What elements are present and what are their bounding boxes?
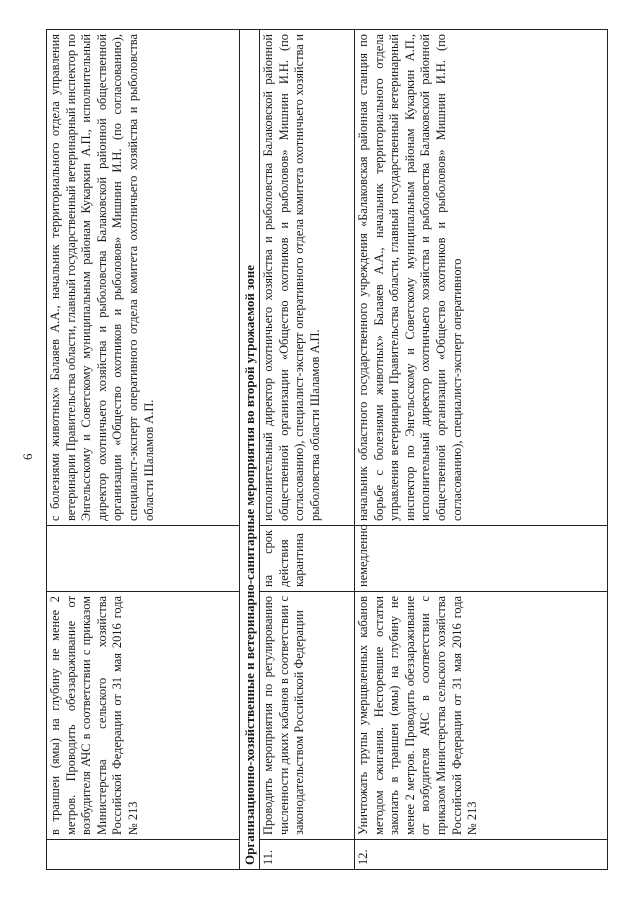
- page-number: 6: [20, 453, 35, 460]
- rotated-content: [20, 30, 622, 870]
- table-row: [47, 30, 240, 870]
- action-cell: Уничтожать трупы умерщвленных кабанов методом сжигания. Несгоревшие остатки закопать в траншеи (ямы) на глубину не менее 2 метров. Проводить обеззараживание от возбудителя АЧС в соответствии с приказом Министерства сельского хозяйства Российской Федерации от 31 мая 2016 года № 213: [355, 592, 608, 840]
- measures-table: [46, 29, 608, 870]
- deadline-cell: [47, 526, 240, 592]
- row-number: 12.: [355, 840, 608, 870]
- deadline-cell: на срок действия карантина: [260, 526, 355, 592]
- responsible-cell: с болезнями животных» Балаяев А.А., начальник территориального отдела управления ветеринарии Правительства области, главный государственный ветеринарный инспектор по Энгельсскому и Советскому муниципальным районам Кукаркин А.П., исполнительный директор охотничьего хозяйства и рыболовства Балаковской районной общественной организации «Общество охотников и рыболовов» Мишнин И.Н. (по согласованию), специалист-эксперт оперативного отдела комитета охотничьего хозяйства и рыболовства области Шаламов А.П.: [47, 30, 240, 526]
- table-row: [355, 30, 608, 870]
- action-cell: Проводить мероприятия по регулированию численности диких кабанов в соответствии с законодательством Российской Федерации: [260, 592, 355, 840]
- action-cell: в траншеи (ямы) на глубину не менее 2 метров. Проводить обеззараживание от возбудителя АЧС в соответствии с приказом Министерства сельского хозяйства Российской Федерации от 31 мая 2016 года № 213: [47, 592, 240, 840]
- section-heading: Организационно-хозяйственные и ветеринарно-санитарные мероприятия во второй угрожаемой зоне: [240, 30, 260, 870]
- row-number: [47, 840, 240, 870]
- deadline-cell: немедленно: [355, 526, 608, 592]
- responsible-cell: исполнительный директор охотничьего хозяйства и рыболовства Балаковской районной общественной организации «Общество охотников и рыболовов» Мишнин И.Н. (по согласованию), специалист-эксперт оперативного отдела комитета охотничьего хозяйства и рыболовства области Шаламов А.П.: [260, 30, 355, 526]
- section-row: [240, 30, 260, 870]
- row-number: 11.: [260, 840, 355, 870]
- responsible-cell: начальник областного государственного учреждения «Балаковская районная станция по борьбе с болезнями животных» Балаяев А.А., начальник территориального отдела управления ветеринарии Правительства области, главный государственный ветеринарный инспектор по Энгельсскому и Советскому муниципальным районам Кукаркин А.П., исполнительный директор охотничьего хозяйства и рыболовства Балаковской районной общественной организации «Общество охотников и рыболовов» Мишнин И.Н. (по согласованию), специалист-эксперт оперативного: [355, 30, 608, 526]
- table-row: [260, 30, 355, 870]
